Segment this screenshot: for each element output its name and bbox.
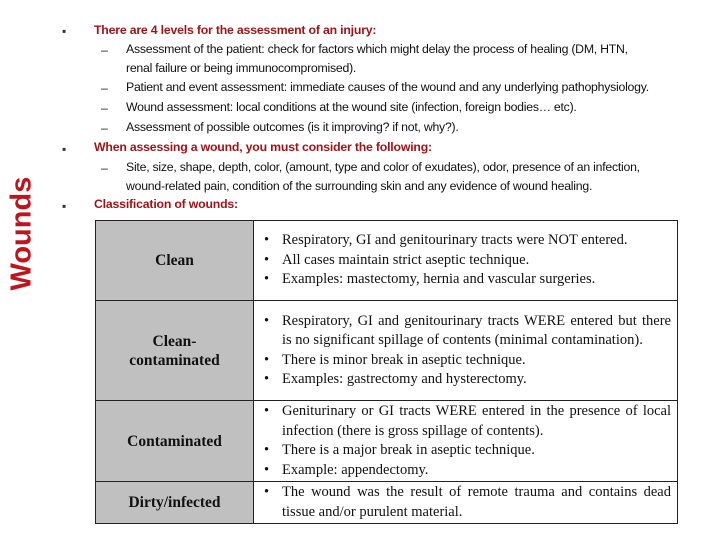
wound-classification-table bbox=[95, 220, 678, 524]
description-cell: • The wound was the result of remote trauma and contains dead tissue and/or purulent material. bbox=[254, 482, 678, 524]
bullet-heading: There are 4 levels for the assessment of an injury: bbox=[94, 23, 377, 37]
sub-bullet: Wound assessment: local conditions at the wound site (infection, foreign bodies… etc). bbox=[126, 100, 577, 114]
class-cell: Clean- contaminated bbox=[96, 301, 254, 401]
bullet-icon: ▪ bbox=[62, 142, 67, 156]
bullet-icon: ▪ bbox=[62, 199, 67, 213]
description-cell: • Respiratory, GI and genitourinary tracts were NOT entered. • All cases maintain strict aseptic technique. • Examples: mastectomy, hernia and vascular surgeries. bbox=[254, 221, 678, 301]
dash-icon: – bbox=[101, 43, 108, 57]
table-row bbox=[96, 301, 678, 401]
dash-icon: – bbox=[101, 101, 108, 115]
class-cell: Dirty/infected bbox=[96, 482, 254, 524]
class-cell: Clean bbox=[96, 221, 254, 301]
dash-icon: – bbox=[101, 121, 108, 135]
dash-icon: – bbox=[101, 161, 108, 175]
bullet-icon: ▪ bbox=[62, 24, 67, 38]
sub-bullet: Patient and event assessment: immediate causes of the wound and any underlying pathophysiology. bbox=[126, 80, 649, 94]
slide-title: Wounds bbox=[5, 176, 38, 291]
sub-bullet: Site, size, shape, depth, color, (amount, type and color of exudates), odor, presence of an infection, wound-related pain, condition of the surrounding skin and any evidence of wound healing. bbox=[126, 160, 640, 193]
sub-bullet: Assessment of the patient: check for factors which might delay the process of healing (DM, HTN, renal failure or being immunocompromised). bbox=[126, 42, 628, 75]
dash-icon: – bbox=[101, 81, 108, 95]
class-cell: Contaminated bbox=[96, 401, 254, 482]
table-row bbox=[96, 401, 678, 482]
table-row bbox=[96, 482, 678, 524]
sub-bullet: Assessment of possible outcomes (is it improving? if not, why?). bbox=[126, 120, 459, 134]
description-cell: • Geniturinary or GI tracts WERE entered in the presence of local infection (there is gross spillage of contents). • There is a major break in aseptic technique. • Example: appendectomy. bbox=[254, 401, 678, 482]
table-row bbox=[96, 221, 678, 301]
bullet-heading: When assessing a wound, you must consider the following: bbox=[94, 140, 432, 154]
bullet-heading: Classification of wounds: bbox=[94, 197, 238, 211]
description-cell: • Respiratory, GI and genitourinary tracts WERE entered but there is no significant spillage of contents (minimal contamination). • There is minor break in aseptic technique. • Examples: gastrectomy and hysterectomy. bbox=[254, 301, 678, 401]
